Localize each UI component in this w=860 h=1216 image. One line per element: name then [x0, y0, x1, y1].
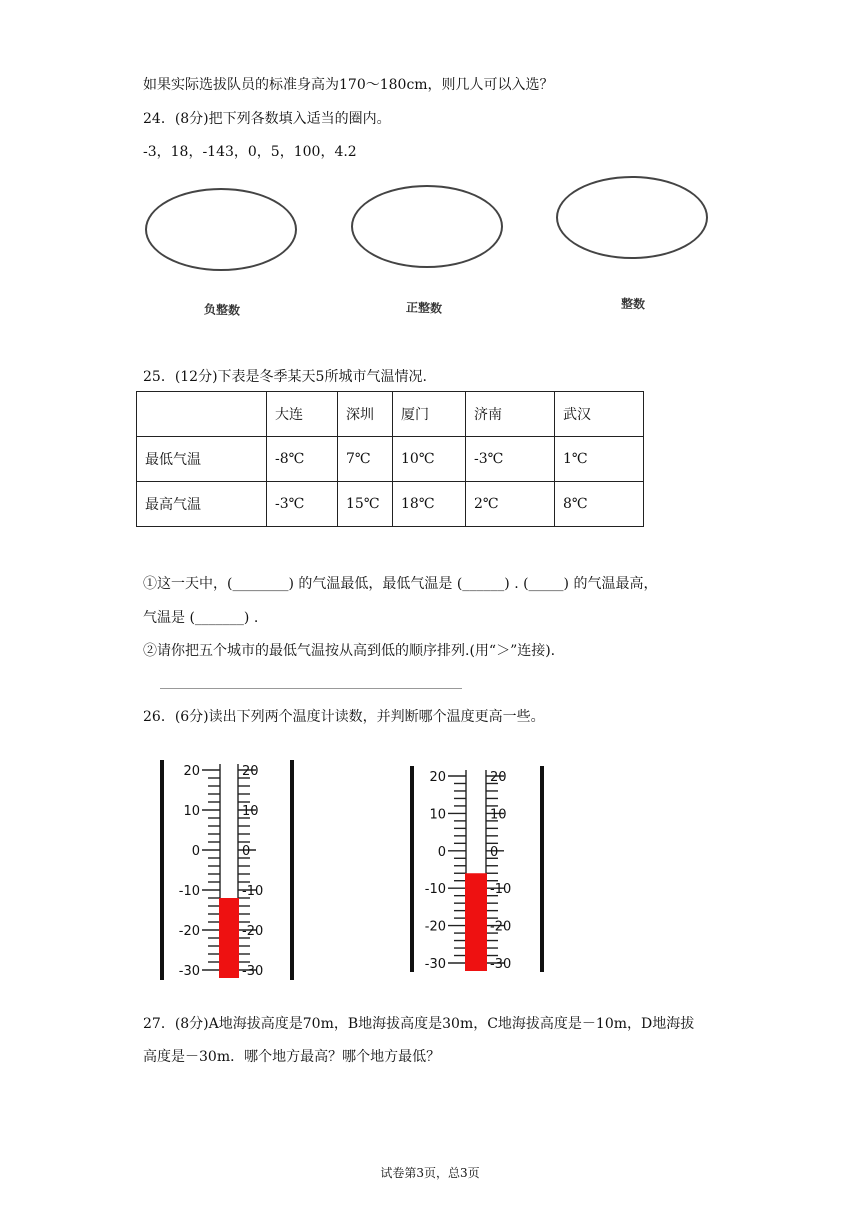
scale-label: -30 — [178, 964, 200, 979]
table-cell: 厦门 — [393, 392, 466, 437]
frame-bar-right — [540, 766, 544, 972]
table-cell: 15℃ — [338, 482, 393, 527]
q24-numbers: -3，18，-143，0，5，100，4.2 — [143, 144, 357, 160]
table-cell: 济南 — [466, 392, 555, 437]
positive-integer-circle — [351, 185, 503, 268]
mercury-column — [465, 873, 487, 971]
scale-label: -20 — [424, 919, 446, 935]
table-cell: -8℃ — [267, 437, 338, 482]
scale-label: -20 — [242, 924, 264, 939]
table-cell: 最高气温 — [137, 482, 267, 527]
scale-label: 20 — [490, 770, 507, 785]
q26-title: 26．(6分)读出下列两个温度计读数，并判断哪个温度更高一些。 — [143, 709, 545, 725]
frame-bar-right — [290, 760, 294, 980]
scale-label: -30 — [424, 957, 446, 972]
table-cell: 2℃ — [466, 482, 555, 527]
table-cell: 1℃ — [555, 437, 644, 482]
scale-label: -30 — [242, 964, 264, 979]
table-cell: 8℃ — [555, 482, 644, 527]
scale-label: 10 — [242, 804, 259, 819]
q25-sub2: ②请你把五个城市的最低气温按从高到低的顺序排列.(用“＞”连接). — [143, 643, 556, 659]
scale-label: 10 — [429, 807, 446, 823]
scale-label: 0 — [437, 844, 446, 860]
scale-label: -10 — [242, 884, 264, 899]
table-header-row — [137, 392, 644, 437]
q25-title: 25．(12分)下表是冬季某天5所城市气温情况. — [143, 369, 427, 385]
frame-bar-left — [410, 766, 414, 972]
circle-label-negative: 负整数 — [203, 302, 241, 318]
q25-sub1-line2: 气温是 (_______) . — [143, 610, 259, 626]
scale-label: -20 — [178, 924, 200, 939]
table-cell: -3℃ — [466, 437, 555, 482]
page-footer: 试卷第3页，总3页 — [380, 1166, 480, 1180]
table-cell: 大连 — [267, 392, 338, 437]
table-cell: 最低气温 — [137, 437, 267, 482]
scale-label: 10 — [183, 804, 200, 819]
scale-label: 20 — [429, 770, 446, 785]
answer-line — [160, 688, 462, 689]
scale-label: 20 — [242, 764, 259, 779]
q25-sub1-line1: ①这一天中，(________) 的气温最低，最低气温是 (______) . (_____) 的气温最高， — [143, 576, 658, 592]
scale-label: 0 — [490, 844, 499, 860]
integer-circle — [556, 176, 708, 259]
table-cell: 武汉 — [555, 392, 644, 437]
scale-label: 0 — [242, 844, 251, 859]
circle-label-positive: 正整数 — [405, 300, 443, 316]
scale-label: 10 — [490, 807, 507, 823]
thermometer-right — [408, 766, 548, 976]
scale-label: 20 — [183, 764, 200, 779]
circle-label-integer: 整数 — [620, 296, 646, 312]
mercury-column — [219, 898, 239, 978]
table-cell: 10℃ — [393, 437, 466, 482]
q27-line2: 高度是－30m．哪个地方最高？哪个地方最低？ — [143, 1049, 441, 1065]
table-row — [137, 437, 644, 482]
scale-label: -20 — [490, 919, 512, 935]
scale-label: -10 — [178, 884, 200, 899]
frame-bar-left — [160, 760, 164, 980]
scale-label: -10 — [490, 882, 512, 898]
table-cell: 7℃ — [338, 437, 393, 482]
negative-integer-circle — [145, 188, 297, 271]
scale-label: -10 — [424, 882, 446, 898]
scale-label: 0 — [191, 844, 200, 859]
q24-title: 24．(8分)把下列各数填入适当的圈内。 — [143, 111, 391, 127]
table-cell: 深圳 — [338, 392, 393, 437]
q27-line1: 27．(8分)A地海拔高度是70m，B地海拔高度是30m，C地海拔高度是－10m，D地海拔 — [143, 1016, 695, 1032]
table-cell: 18℃ — [393, 482, 466, 527]
table-row — [137, 482, 644, 527]
thermometer-left — [158, 760, 298, 982]
temperature-table — [136, 391, 644, 527]
table-cell: -3℃ — [267, 482, 338, 527]
table-cell — [137, 392, 267, 437]
intro-line: 如果实际选拔队员的标准身高为170～180cm，则几人可以入选？ — [143, 77, 554, 93]
scale-label: -30 — [490, 957, 512, 972]
